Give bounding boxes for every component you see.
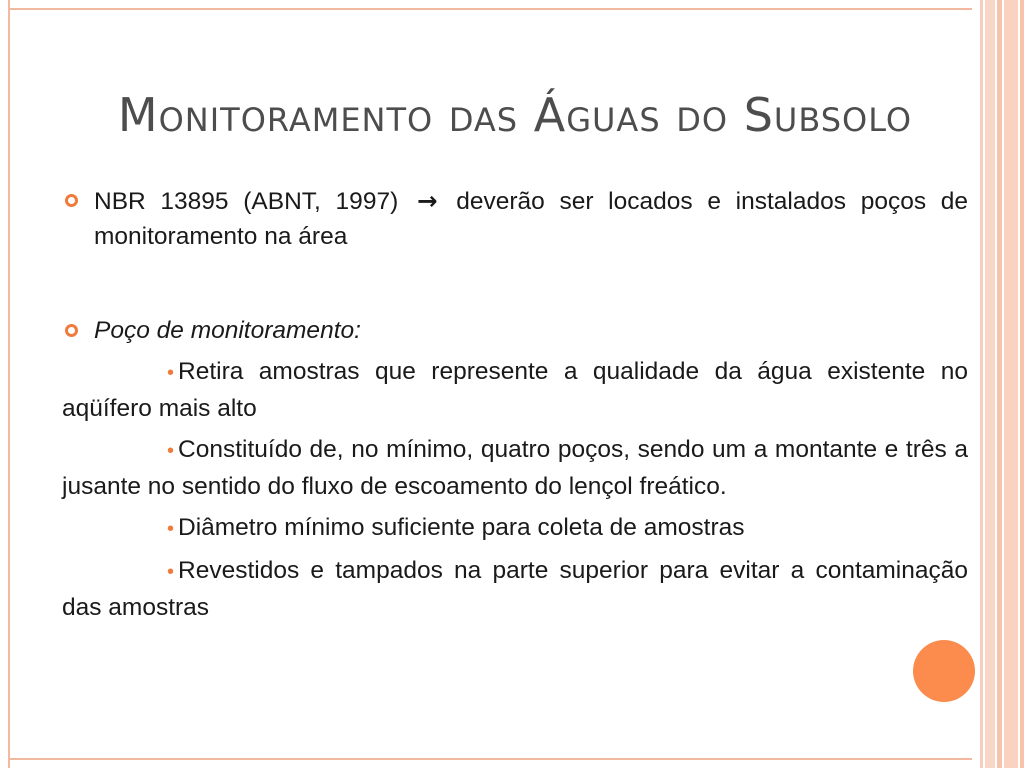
sub-item: [62, 354, 968, 426]
sub-item: [62, 432, 968, 504]
sub-item-text: Revestidos e tampados na parte superior para evitar a contaminação das amostras: [62, 557, 968, 621]
spacer: [62, 254, 968, 313]
circle-bullet-icon: [65, 194, 78, 207]
frame-top-rule: [8, 8, 972, 10]
slide-content: [62, 183, 968, 625]
decorative-circle: [913, 640, 975, 702]
sub-item-text: Constituído de, no mínimo, quatro poços, sendo um a montante e três a jusante no sentido do fluxo de escoamento do lençol freático.: [62, 436, 968, 500]
bullet-item: [62, 183, 968, 254]
dot-bullet-icon: •: [167, 440, 175, 462]
right-arrow-icon: →: [416, 186, 438, 215]
decorative-band: [997, 0, 1002, 768]
bullet-text-before-arrow: NBR 13895 (ABNT, 1997): [94, 188, 399, 215]
dot-bullet-icon: •: [167, 561, 175, 583]
dot-bullet-icon: •: [167, 518, 175, 540]
slide-title: Monitoramento das Águas do Subsolo: [117, 88, 913, 142]
decorative-band: [1020, 0, 1024, 768]
sub-item: [62, 510, 968, 547]
bullet-item: [62, 313, 968, 348]
frame-left-rule: [8, 0, 10, 768]
bullet-text-after-arrow: deverão ser locados e instalados poços de monitoramento na área: [94, 188, 969, 250]
frame-bottom-rule: [8, 758, 972, 760]
dot-bullet-icon: •: [167, 362, 175, 384]
decorative-band: [980, 0, 983, 768]
sub-item-text: Retira amostras que represente a qualidade da água existente no aqüífero mais alto: [62, 358, 968, 422]
bullet-text: Poço de monitoramento:: [94, 317, 361, 344]
decorative-band: [985, 0, 995, 768]
decorative-band: [1004, 0, 1018, 768]
circle-bullet-icon: [65, 324, 78, 337]
sub-item-text: Diâmetro mínimo suficiente para coleta de amostras: [178, 514, 745, 541]
sub-item: [62, 553, 968, 625]
